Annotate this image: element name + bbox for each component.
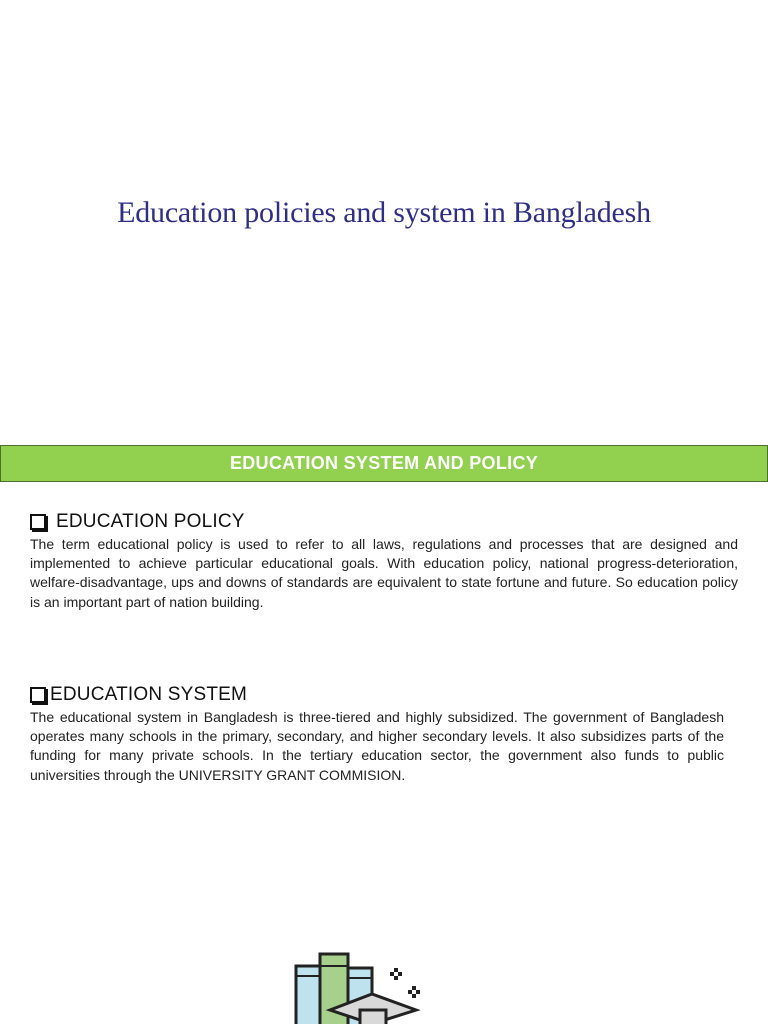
book-left [296, 966, 320, 1024]
sparkles [390, 968, 420, 998]
section-body: The term educational policy is used to refer to all laws, regulations and processes that are designed and implemented to achieve particular educational goals. With education policy, national progress-deterioration, welfare-disadvantage, ups and downs of standards are equivalent to state fortune and future. So education policy is an important part of nation building. [30, 536, 738, 610]
books-graduation-cap-icon [290, 948, 430, 1024]
section-heading [30, 684, 724, 706]
checkbox-icon [30, 687, 46, 703]
page-title: Education policies and system in Bangladesh [117, 196, 651, 229]
education-system-section [30, 684, 724, 785]
books-graduation-cap-svg [290, 948, 430, 1024]
section-body: The educational system in Bangladesh is three-tiered and highly subsidized. The government of Bangladesh operates many schools in the primary, secondary, and higher secondary levels. It also subsidizes parts of the funding for many private schools. In the tertiary education sector, the government also funds to public universities through the UNIVERSITY GRANT COMMISION. [30, 709, 724, 783]
banner-label: EDUCATION SYSTEM AND POLICY [229, 453, 539, 473]
checkbox-icon [30, 514, 46, 530]
section-heading [30, 511, 738, 533]
section-heading-text: EDUCATION SYSTEM [50, 684, 248, 705]
section-heading-text: EDUCATION POLICY [56, 511, 245, 532]
section-banner [0, 445, 768, 482]
education-policy-section [30, 511, 738, 612]
